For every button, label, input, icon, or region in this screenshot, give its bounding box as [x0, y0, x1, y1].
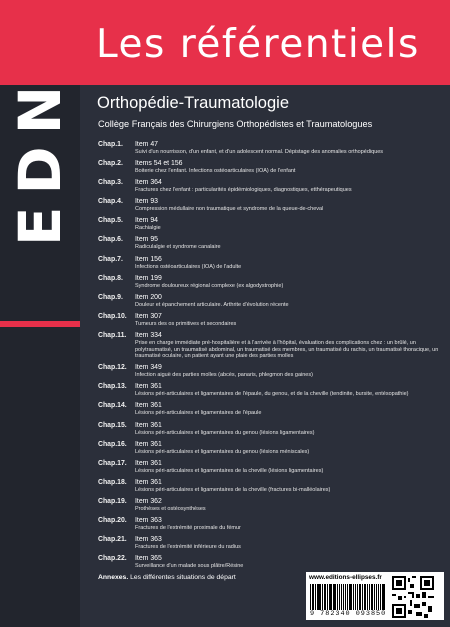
chapter-row [98, 498, 444, 513]
chapter-body [135, 555, 444, 570]
isbn-number: 9 782340 093850 [310, 610, 387, 618]
chapter-number: Chap.9. [98, 293, 123, 301]
chapter-row [98, 460, 444, 475]
chapter-description: Douleur et épanchement articulaire. Arthrite d'évolution récente [135, 301, 289, 308]
chapter-description: Radiculalgie et syndrome canalaire [135, 244, 221, 251]
qr-code [392, 576, 434, 618]
chapter-description: Prise en charge immédiate pré-hospitalière et à l'arrivée à l'hôpital, évaluation des complications chez : un brûlé, un polytraumatisé, un traumatisé abdominal, un traumatisé des membres, un traumatisé du rachis, un traumatisé thoracique, un traumatisé oculaire, un patient ayant une plaie des parties molles [135, 339, 439, 360]
series-title: Les référentiels [96, 22, 420, 67]
chapter-number: Chap.10. [98, 312, 127, 320]
annex-line [98, 574, 236, 581]
chapter-description: Tumeurs des os primitives et secondaires [135, 320, 237, 327]
chapter-item: Item 361 [135, 478, 162, 486]
chapter-description: Prothèses et ostéosynthèses [135, 505, 206, 512]
header-band [0, 0, 450, 85]
barcode-bar [353, 584, 355, 610]
chapter-number: Chap.21. [98, 536, 127, 544]
chapter-row [98, 441, 444, 456]
chapter-row [98, 402, 444, 417]
chapter-description: Fractures chez l'enfant : particularités épidémiologiques, diagnostiques, etthérapeutiques [135, 187, 352, 194]
chapter-number: Chap.11. [98, 331, 127, 339]
barcode-bar [364, 584, 367, 610]
chapter-row [98, 332, 444, 360]
chapter-body [135, 460, 444, 475]
chapter-body [135, 141, 444, 156]
chapter-number: Chap.16. [98, 440, 127, 448]
chapter-item: Item 349 [135, 364, 162, 372]
barcode-bar [378, 584, 380, 610]
chapter-body [135, 422, 444, 437]
chapter-description: Lésions péri-articulaires et ligamentaires de l'épaule, du genou, et de la cheville (tendinite, bursite, entésopathie) [135, 391, 409, 398]
chapter-description: Syndrome douloureux régional complexe (ex algodystrophie) [135, 282, 284, 289]
chapter-item: Item 364 [135, 179, 162, 187]
book-title: Orthopédie-Traumatologie [97, 94, 289, 112]
chapter-body [135, 236, 444, 251]
chapter-body [135, 275, 444, 290]
barcode [310, 584, 386, 610]
chapter-description: Lésions péri-articulaires et ligamentaires de la cheville (fractures bi-malléolaires) [135, 486, 331, 493]
chapter-item: Item 361 [135, 459, 162, 467]
chapter-row [98, 313, 444, 328]
chapter-row [98, 555, 444, 570]
chapter-row [98, 198, 444, 213]
barcode-bar [359, 584, 361, 610]
chapter-description: Lésions péri-articulaires et ligamentaires de la cheville (lésions ligamentaires) [135, 467, 324, 474]
chapter-number: Chap.5. [98, 217, 123, 225]
chapter-item: Item 156 [135, 255, 162, 263]
chapter-body [135, 198, 444, 213]
chapter-row [98, 141, 444, 156]
chapter-number: Chap.7. [98, 255, 123, 263]
barcode-bar [357, 584, 358, 610]
chapter-row [98, 256, 444, 271]
barcode-bar [337, 584, 338, 610]
chapter-item: Item 199 [135, 274, 162, 282]
chapter-number: Chap.17. [98, 459, 127, 467]
barcode-bar [330, 584, 332, 610]
chapter-body [135, 217, 444, 232]
chapter-item: Item 95 [135, 236, 158, 244]
barcode-bar [374, 584, 375, 610]
chapter-item: Item 307 [135, 312, 162, 320]
chapter-body [135, 498, 444, 513]
chapter-description: Suivi d'un nourrisson, d'un enfant, et d'un adolescent normal. Dépistage des anomalies orthopédiques [135, 149, 384, 155]
chapter-list [98, 141, 444, 574]
chapter-row [98, 422, 444, 437]
barcode-bar [382, 584, 385, 610]
chapter-item: Item 363 [135, 516, 162, 524]
chapter-item: Item 363 [135, 536, 162, 544]
barcode-bar [324, 584, 326, 610]
chapter-number: Chap.19. [98, 497, 127, 505]
chapter-body [135, 364, 444, 379]
barcode-bar [339, 584, 340, 610]
chapter-description: Lésions péri-articulaires et ligamentaires de l'épaule [135, 410, 262, 417]
chapter-item: Item 361 [135, 383, 162, 391]
chapter-row [98, 536, 444, 551]
barcode-bar [312, 584, 314, 610]
chapter-body [135, 332, 444, 360]
chapter-number: Chap.2. [98, 160, 123, 168]
publisher-box [306, 572, 444, 620]
barcode-bar [371, 584, 373, 610]
barcode-bar [341, 584, 343, 610]
chapter-number: Chap.18. [98, 478, 127, 486]
chapter-row [98, 179, 444, 194]
barcode-bar [355, 584, 356, 610]
chapter-body [135, 313, 444, 328]
barcode-bar [329, 584, 330, 610]
chapter-number: Chap.12. [98, 364, 127, 372]
barcode-bar [343, 584, 344, 610]
barcode-bar [317, 584, 318, 610]
chapter-number: Chap.3. [98, 179, 123, 187]
chapter-description: Infections ostéoarticulaires (IOA) de l'adulte [135, 263, 242, 270]
chapter-description: Rachialgie [135, 225, 161, 232]
chapter-row [98, 364, 444, 379]
chapter-row [98, 383, 444, 398]
chapter-item: Item 361 [135, 440, 162, 448]
annex-text: Les différentes situations de départ [130, 574, 236, 581]
chapter-body [135, 517, 444, 532]
chapter-item: Item 93 [135, 198, 158, 206]
book-subtitle: Collège Français des Chirurgiens Orthopédistes et Traumatologues [98, 119, 373, 129]
chapter-item: Item 361 [135, 421, 162, 429]
chapter-description: Compression médullaire non traumatique et syndrome de la queue-de-cheval [135, 206, 324, 213]
chapter-description: Boiterie chez l'enfant. Infections ostéoarticulaires (IOA) de l'enfant [135, 168, 296, 175]
chapter-body [135, 383, 444, 398]
chapter-item: Item 362 [135, 497, 162, 505]
chapter-body [135, 160, 444, 175]
side-accent-bar [0, 321, 80, 327]
barcode-bar [376, 584, 377, 610]
chapter-item: Item 361 [135, 402, 162, 410]
barcode-bar [380, 584, 381, 610]
chapter-number: Chap.14. [98, 402, 127, 410]
chapter-number: Chap.8. [98, 274, 123, 282]
chapter-number: Chap.15. [98, 421, 127, 429]
chapter-description: Fractures de l'extrémité proximale du fémur [135, 524, 241, 531]
chapter-number: Chap.22. [98, 555, 127, 563]
chapter-row [98, 479, 444, 494]
chapter-row [98, 217, 444, 232]
chapter-item: Items 54 et 156 [135, 160, 183, 168]
barcode-bar [327, 584, 328, 610]
chapter-number: Chap.4. [98, 198, 123, 206]
chapter-row [98, 517, 444, 532]
chapter-row [98, 294, 444, 309]
barcode-bar [322, 584, 323, 610]
chapter-body [135, 256, 444, 271]
barcode-bar [367, 584, 368, 610]
chapter-item: Item 94 [135, 217, 158, 225]
annex-label: Annexes. [98, 574, 129, 581]
chapter-body [135, 179, 444, 194]
chapter-body [135, 294, 444, 309]
barcode-bar [347, 584, 348, 610]
barcode-bar [318, 584, 321, 610]
chapter-description: Infection aiguë des parties molles (abcès, panaris, phlegmon des gaines) [135, 372, 313, 379]
chapter-item: Item 334 [135, 331, 162, 339]
barcode-bar [333, 584, 336, 610]
chapter-row [98, 160, 444, 175]
chapter-body [135, 479, 444, 494]
chapter-description: Surveillance d'un malade sous plâtre/Résine [135, 563, 244, 570]
chapter-number: Chap.13. [98, 383, 127, 391]
chapter-row [98, 275, 444, 290]
publisher-site: www.editions-ellipses.fr [309, 574, 382, 581]
chapter-number: Chap.6. [98, 236, 123, 244]
barcode-bar [362, 584, 363, 610]
barcode-bar [310, 584, 311, 610]
chapter-row [98, 236, 444, 251]
chapter-body [135, 536, 444, 551]
chapter-number: Chap.1. [98, 141, 123, 148]
chapter-item: Item 365 [135, 555, 162, 563]
chapter-item: Item 200 [135, 293, 162, 301]
chapter-body [135, 402, 444, 417]
chapter-item: Item 47 [135, 141, 158, 148]
barcode-bar [349, 584, 352, 610]
barcode-bar [369, 584, 370, 610]
chapter-description: Lésions péri-articulaires et ligamentaires du genou (lésions méniscales) [135, 448, 310, 455]
chapter-body [135, 441, 444, 456]
chapter-number: Chap.20. [98, 516, 127, 524]
barcode-bar [315, 584, 316, 610]
edn-logo: EDN [6, 73, 74, 247]
barcode-bar [345, 584, 346, 610]
chapter-description: Fractures de l'extrémité inférieure du radius [135, 544, 241, 551]
chapter-description: Lésions péri-articulaires et ligamentaires du genou (lésions ligamentaires) [135, 429, 315, 436]
